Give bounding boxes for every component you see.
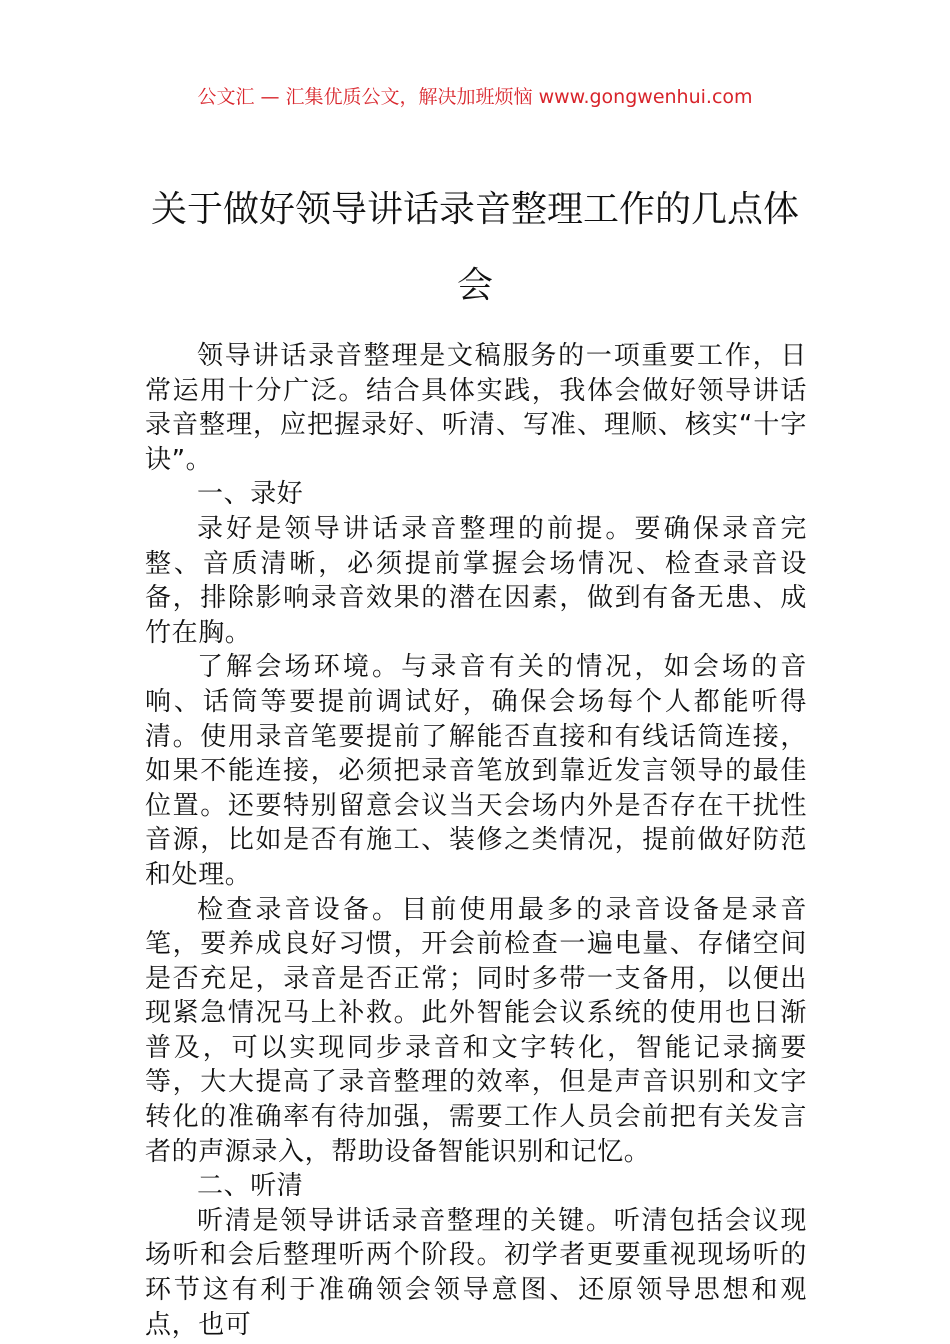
body-paragraph: 了解会场环境。与录音有关的情况，如会场的音响、话筒等要提前调试好，确保会场每个人都能听得清。使用录音笔要提前了解能否直接和有线话筒连接，如果不能连接，必须把录音笔放到靠近发言领导的最佳位置。还要特别留意会议当天会场内外是否存在干扰性音源，比如是否有施工、装修之类情况，提前做好防范和处理。: [145, 652, 807, 890]
body-paragraph: 录好是领导讲话录音整理的前提。要确保录音完整、音质清晰，必须提前掌握会场情况、检查录音设备，排除影响录音效果的潜在因素，做到有备无患、成竹在胸。: [145, 513, 807, 648]
body-paragraph: 听清是领导讲话录音整理的关键。听清包括会议现场听和会后整理听两个阶段。初学者更要重视现场听的环节这有利于准确领会领导意图、还原领导思想和观点，也可: [145, 1205, 807, 1340]
document-title: 关于做好领导讲话录音整理工作的几点体会: [150, 189, 799, 306]
section-heading-2: 二、听清: [197, 1171, 304, 1202]
site-header-banner[interactable]: 公文汇 — 汇集优质公文，解决加班烦恼 www.gongwenhui.com: [197, 86, 753, 108]
intro-paragraph: 领导讲话录音整理是文稿服务的一项重要工作，日常运用十分广泛。结合具体实践，我体会做好领导讲话录音整理，应把握录好、听清、写准、理顺、核实“十字诀”。: [145, 341, 807, 475]
body-paragraph: 检查录音设备。目前使用最多的录音设备是录音笔，要养成良好习惯，开会前检查一遍电量、存储空间是否充足，录音是否正常；同时多带一支备用，以便出现紧急情况马上补救。此外智能会议系统的使用也日渐普及，可以实现同步录音和文字转化，智能记录摘要等，大大提高了录音整理的效率，但是声音识别和文字转化的准确率有待加强，需要工作人员会前把有关发言者的声源录入，帮助设备智能识别和记忆。: [145, 894, 807, 1167]
section-heading-1: 一、录好: [197, 479, 304, 510]
document-body: [145, 339, 807, 1342]
